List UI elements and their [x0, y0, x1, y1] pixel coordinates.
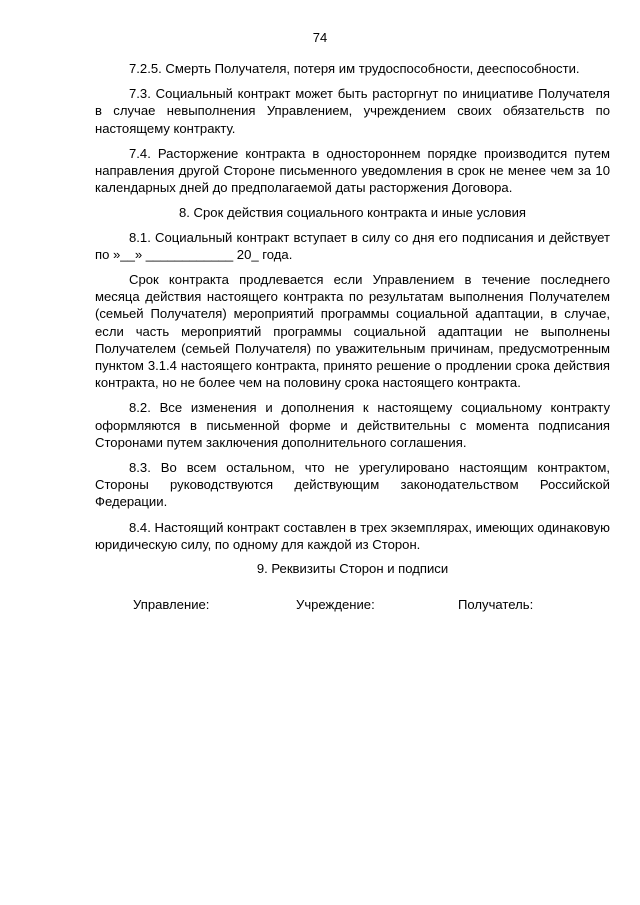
section-9-title: 9. Реквизиты Сторон и подписи — [256, 561, 449, 577]
page-number: 74 — [312, 30, 328, 45]
clause-7-4: 7.4. Расторжение контракта в одностороннем порядке производится путем направления другой Стороне письменного уведомления в срок не менее чем за 10 календарных дней до предполагаемой даты расторжения Договора. — [95, 145, 610, 196]
document-body — [95, 60, 610, 577]
clause-8-1-extension: Срок контракта продлевается если Управлением в течение последнего месяца действия настоящего контракта по результатам выполнения Получателем (семьей Получателя) мероприятий программы социальной адаптации, в случае, если часть мероприятий программы социальной адаптации не выполнены Получателем (семьей Получателя) по уважительным причинам, предусмотренным пунктом 3.1.4 настоящего контракта, принято решение о продлении срока действия контракта, но не более чем на половину срока настоящего контракта. — [95, 272, 610, 391]
clause-7-3: 7.3. Социальный контракт может быть расторгнут по инициативе Получателя в случае невыполнения Управлением, учреждением своих обязательств по настоящему контракту. — [95, 86, 610, 136]
signature-administration: Управление: — [133, 597, 210, 612]
clause-8-3: 8.3. Во всем остальном, что не урегулировано настоящим контрактом, Стороны руководствуются действующим законодательством Российской Федерации. — [95, 460, 610, 510]
clause-8-4: 8.4. Настоящий контракт составлен в трех экземплярах, имеющих одинаковую юридическую силу, по одному для каждой из Сторон. — [95, 519, 610, 552]
clause-8-1: 8.1. Социальный контракт вступает в силу со дня его подписания и действует по »__» ____________ 20_ года. — [95, 229, 610, 262]
clause-8-2: 8.2. Все изменения и дополнения к настоящему социальному контракту оформляются в письменной форме и действительны с момента подписания Сторонами путем заключения дополнительного соглашения. — [95, 400, 610, 450]
section-8-title: 8. Срок действия социального контракта и иные условия — [179, 205, 526, 221]
clause-7-2-5: 7.2.5. Смерть Получателя, потеря им трудоспособности, дееспособности. — [129, 61, 580, 76]
signature-institution: Учреждение: — [296, 597, 375, 612]
signature-recipient: Получатель: — [458, 597, 534, 612]
